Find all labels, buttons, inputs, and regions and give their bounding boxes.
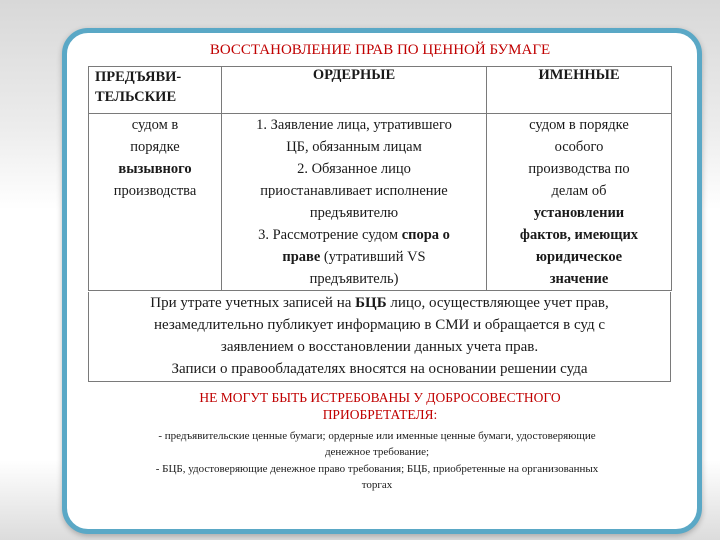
restriction-item-line: торгах <box>361 479 393 491</box>
header-registered: ИМЕННЫЕ <box>487 67 672 114</box>
restriction-item-line: денежное требование; <box>324 446 430 458</box>
cell-bearer-line: порядке <box>130 139 180 155</box>
cell-order <box>222 114 487 291</box>
cell-bearer-line: производства <box>113 183 197 199</box>
cell-registered-line <box>490 224 668 246</box>
cell-registered-bold: юридическое <box>535 249 623 265</box>
cell-order-line: 1. Заявление лица, утратившего <box>256 117 452 133</box>
restriction-heading-line: ПРИОБРЕТАТЕЛЯ: <box>322 407 438 422</box>
note-line: заявлением о восстановлении данных учета прав. <box>220 339 539 355</box>
cell-bearer <box>89 114 222 291</box>
cell-order-line: 2. Обязанное лицо <box>297 161 411 177</box>
table-header-row <box>89 67 672 114</box>
cell-registered-line: судом в порядке <box>529 117 629 133</box>
cell-registered-line: особого <box>554 139 604 155</box>
cell-order-bold: спора о <box>401 227 450 243</box>
note-bold: БЦБ <box>355 295 387 311</box>
header-bearer-line2: ТЕЛЬСКИЕ <box>95 89 177 105</box>
restriction-item <box>82 461 672 493</box>
cell-registered-bold: фактов, имеющих <box>519 227 639 243</box>
cell-registered <box>487 114 672 291</box>
restriction-heading <box>100 389 660 423</box>
slide-title: ВОССТАНОВЛЕНИЕ ПРАВ ПО ЦЕННОЙ БУМАГЕ <box>209 42 551 58</box>
restriction-heading-line: НЕ МОГУТ БЫТЬ ИСТРЕБОВАНЫ У ДОБРОСОВЕСТНОГО <box>199 390 561 405</box>
cell-order-line: предъявителю <box>309 205 399 221</box>
note-line: Записи о правообладателях вносятся на основании решении суда <box>171 361 588 377</box>
electronic-securities-note <box>88 292 671 382</box>
cell-registered-line <box>490 246 668 268</box>
cell-registered-line: производства по <box>528 161 630 177</box>
cell-bearer-bold: вызывного <box>118 161 192 177</box>
table-body-row <box>89 114 672 291</box>
cell-registered-bold: значение <box>549 271 609 287</box>
note-text: лицо, осуществляющее учет прав, <box>386 295 609 311</box>
cell-bearer-line: судом в <box>131 117 179 133</box>
cell-order-bold: праве <box>282 249 321 265</box>
rights-table <box>88 66 672 291</box>
restriction-item-line: - БЦБ, удостоверяющие денежное право требования; БЦБ, приобретенные на организованных <box>155 463 599 475</box>
cell-order-text: (утративший VS <box>320 249 426 265</box>
cell-registered-line: делам об <box>551 183 607 199</box>
header-order: ОРДЕРНЫЕ <box>222 67 487 114</box>
cell-bearer-line <box>92 158 218 180</box>
cell-registered-line <box>490 202 668 224</box>
header-bearer <box>89 67 222 114</box>
cell-order-line: предъявитель) <box>309 271 399 287</box>
cell-order-line: приостанавливает исполнение <box>260 183 448 199</box>
header-bearer-line1: ПРЕДЪЯВИ- <box>95 69 182 85</box>
cell-order-text: 3. Рассмотрение судом <box>258 227 402 243</box>
cell-registered-bold: установлении <box>533 205 625 221</box>
cell-order-line <box>225 246 483 268</box>
restriction-item-line: - предъявительские ценные бумаги; ордерные или именные ценные бумаги, удостоверяющие <box>158 430 596 442</box>
cell-registered-line <box>490 268 668 290</box>
note-text: При утрате учетных записей на <box>150 295 356 311</box>
note-line: незамедлительно публикует информацию в СМИ и обращается в суд с <box>153 317 606 333</box>
cell-order-line: ЦБ, обязанным лицам <box>286 139 422 155</box>
note-line <box>89 292 670 314</box>
restriction-item <box>82 428 672 460</box>
cell-order-line <box>225 224 483 246</box>
